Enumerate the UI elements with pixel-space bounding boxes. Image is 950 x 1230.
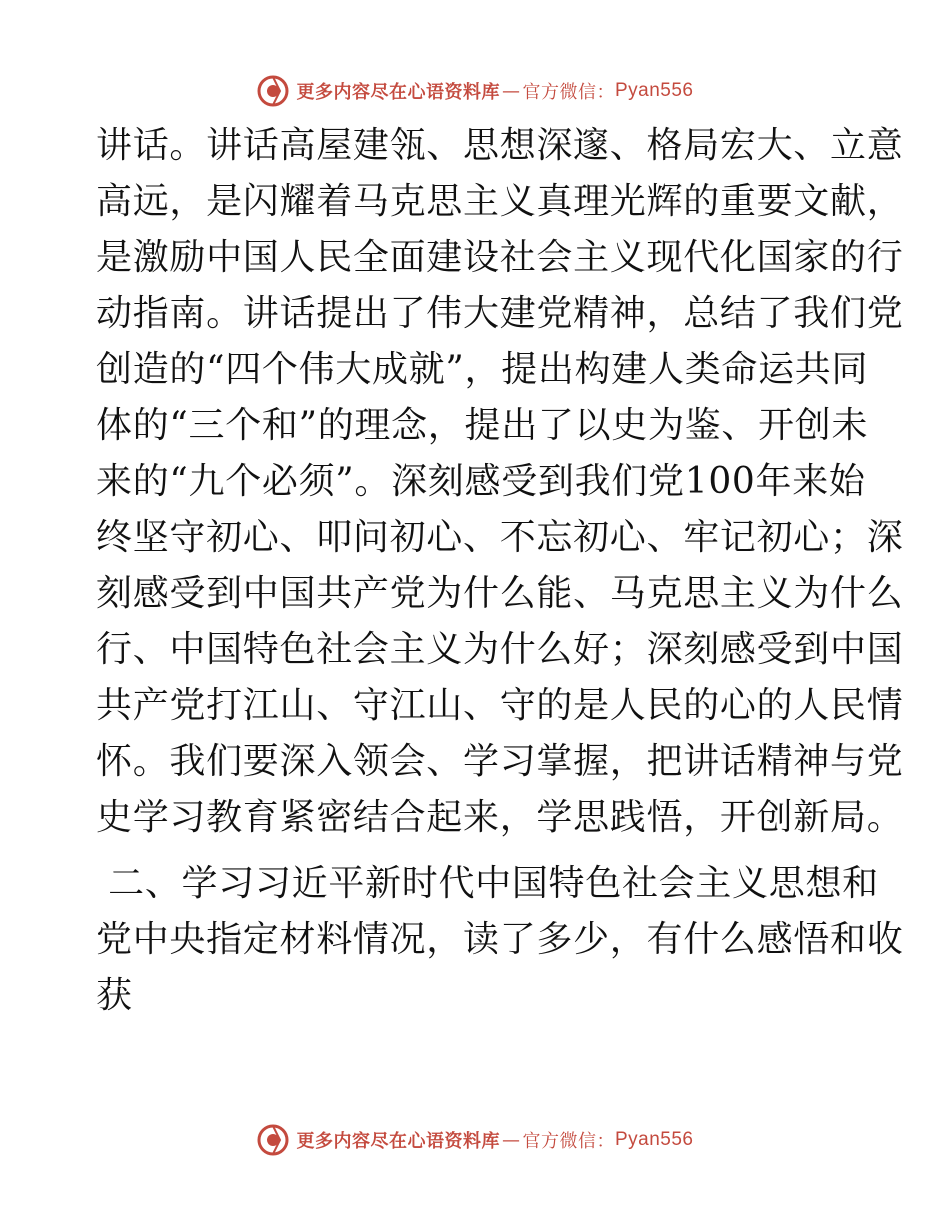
wechat-handle: Pyan556: [614, 1129, 694, 1150]
heading-line: 党中央指定材料情况，读了多少，有什么感悟和收: [96, 919, 904, 960]
footer-banner: [0, 1120, 950, 1160]
text-line: 刻感受到中国共产党为什么能、马克思主义为什么: [96, 573, 904, 614]
paragraph: [96, 118, 904, 846]
text-line: 终坚守初心、叩问初心、不忘初心、牢记初心；深: [96, 517, 904, 558]
text-line: 怀。我们要深入领会、学习掌握，把讲话精神与党: [96, 741, 904, 782]
text-line: 高远，是闪耀着马克思主义真理光辉的重要文献，: [96, 181, 904, 222]
text-line: 共产党打江山、守江山、守的是人民的心的人民情: [96, 685, 904, 726]
wechat-handle: Pyan556: [614, 80, 694, 101]
heading-line: 获: [96, 975, 133, 1016]
text-line: 体的“三个和”的理念，提出了以史为鉴、开创未: [96, 405, 869, 446]
text-line: 创造的“四个伟大成就”，提出构建人类命运共同: [96, 349, 869, 390]
banner-link[interactable]: 更多内容尽在心语资料库: [296, 1131, 500, 1152]
text-line: 史学习教育紧密结合起来，学思践悟，开创新局。: [96, 797, 904, 838]
header-banner: [0, 71, 950, 111]
banner-link[interactable]: 更多内容尽在心语资料库: [296, 82, 500, 103]
text-line: 讲话。讲话高屋建瓴、思想深邃、格局宏大、立意: [96, 125, 904, 166]
logo-icon: [256, 74, 290, 108]
section-heading: [96, 856, 904, 1024]
wechat-label: 官方微信：: [522, 1131, 615, 1152]
text-line: 行、中国特色社会主义为什么好；深刻感受到中国: [96, 629, 904, 670]
logo-icon: [256, 1123, 290, 1157]
document-body: [96, 118, 904, 1024]
banner-separator: —: [501, 80, 521, 102]
heading-line: 二、学习习近平新时代中国特色社会主义思想和: [96, 863, 879, 904]
text-line: 动指南。讲话提出了伟大建党精神，总结了我们党: [96, 293, 904, 334]
wechat-label: 官方微信：: [522, 82, 615, 103]
text-line: 是激励中国人民全面建设社会主义现代化国家的行: [96, 237, 904, 278]
text-line: 来的“九个必须”。深刻感受到我们党100年来始: [96, 461, 866, 502]
banner-separator: —: [501, 1129, 521, 1151]
